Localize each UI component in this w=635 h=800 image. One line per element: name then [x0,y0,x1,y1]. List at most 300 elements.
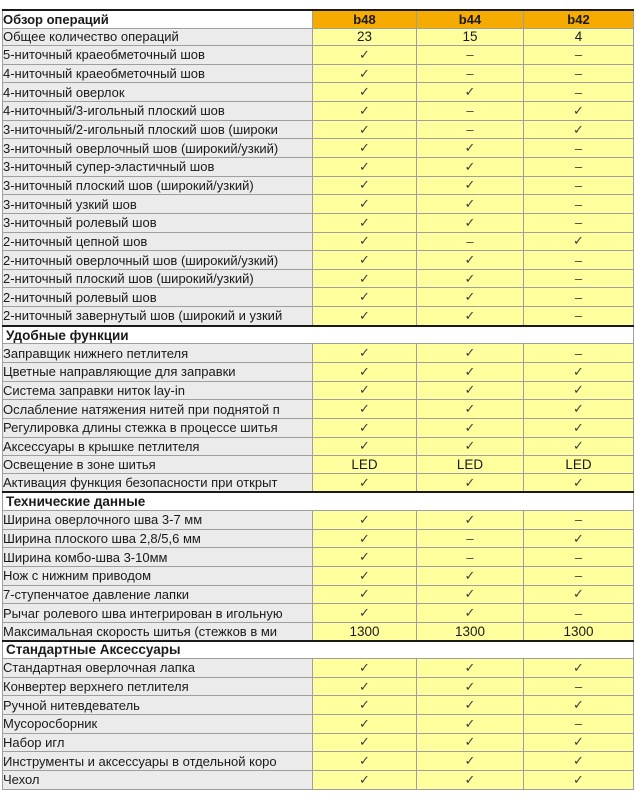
table-row [3,102,634,121]
dash-icon: – [574,66,583,82]
row-label: Регулировка длины стежка в процессе шитья [3,418,313,437]
dash-icon: – [574,605,583,621]
value-cell-b48 [313,677,417,696]
check-icon: ✓ [359,419,370,435]
row-label: Ручной нитевдеватель [3,696,313,715]
table-row [3,251,634,270]
value-cell-b44: 15 [417,28,524,46]
dash-icon: – [574,177,583,193]
table-header-row [3,10,634,28]
value-cell-b44 [417,102,524,121]
value-cell-b42 [524,659,634,678]
table-row [3,344,634,363]
row-label: Нож с нижним приводом [3,566,313,585]
table-row [3,511,634,530]
table-row [3,566,634,585]
value-cell-b44 [417,195,524,214]
check-icon: ✓ [359,46,370,62]
value-cell-b48 [313,437,417,456]
value-cell-b44 [417,46,524,65]
check-icon: ✓ [464,270,476,286]
value-cell-b48 [313,511,417,530]
check-icon: ✓ [573,734,584,750]
value-cell-b44 [417,529,524,548]
value-cell-b44 [417,83,524,102]
dash-icon: – [574,679,583,695]
row-label: Заправщик нижнего петлителя [3,344,313,363]
check-icon: ✓ [464,345,476,361]
table-row [3,363,634,382]
value-cell-b44 [417,418,524,437]
value-cell-b48 [313,251,417,270]
value-cell-b44 [417,139,524,158]
check-icon: ✓ [359,734,370,750]
dash-icon: – [574,84,583,100]
row-label: 3-ниточный плоский шов (широкий/узкий) [3,176,313,195]
value-cell-b44 [417,696,524,715]
check-icon: ✓ [359,84,370,100]
value-cell-b42: LED [524,456,634,474]
check-icon: ✓ [359,474,370,490]
value-cell-b42 [524,83,634,102]
check-icon: ✓ [359,102,370,118]
row-label: Ширина плоского шва 2,8/5,6 мм [3,529,313,548]
value-cell-b44 [417,120,524,139]
check-icon: ✓ [359,659,370,675]
check-icon: ✓ [359,753,370,769]
check-icon: ✓ [359,233,370,249]
value-cell-b48 [313,176,417,195]
value-cell-b48 [313,102,417,121]
value-cell-b42 [524,400,634,419]
value-cell-b44 [417,715,524,734]
table-row [3,418,634,437]
row-label: 3-ниточный узкий шов [3,195,313,214]
check-icon: ✓ [573,121,584,137]
row-label: Ширина комбо-шва 3-10мм [3,548,313,567]
check-icon: ✓ [573,474,584,490]
row-label: Мусоросборник [3,715,313,734]
check-icon: ✓ [464,697,476,713]
value-cell-b48: LED [313,456,417,474]
value-cell-b44 [417,585,524,604]
check-icon: ✓ [359,401,370,417]
value-cell-b42 [524,715,634,734]
check-icon: ✓ [359,530,370,546]
value-cell-b42 [524,232,634,251]
value-cell-b44 [417,288,524,307]
value-cell-b44: LED [417,456,524,474]
table-row [3,120,634,139]
check-icon: ✓ [464,140,476,156]
value-cell-b42 [524,418,634,437]
value-cell-b42 [524,511,634,530]
dash-icon: – [574,716,583,732]
dash-icon: – [574,512,583,528]
check-icon: ✓ [464,363,476,379]
value-cell-b48 [313,418,417,437]
value-cell-b44 [417,473,524,492]
value-cell-b42 [524,585,634,604]
value-cell-b48 [313,120,417,139]
check-icon: ✓ [359,605,370,621]
row-label: 7-ступенчатое давление лапки [3,585,313,604]
table-row [3,46,634,65]
check-icon: ✓ [359,382,370,398]
value-cell-b42 [524,677,634,696]
row-label: 2-ниточный оверлочный шов (широкий/узкий) [3,251,313,270]
row-label: Общее количество операций [3,28,313,46]
table-row [3,213,634,232]
value-cell-b48 [313,733,417,752]
dash-icon: – [574,271,583,287]
value-cell-b42 [524,213,634,232]
dash-icon: – [466,66,474,82]
value-cell-b48 [313,64,417,83]
check-icon: ✓ [359,511,370,527]
value-cell-b48 [313,752,417,771]
check-icon: ✓ [464,753,476,769]
value-cell-b42 [524,344,634,363]
dash-icon: – [574,47,583,63]
check-icon: ✓ [359,771,370,787]
value-cell-b44 [417,770,524,789]
row-label: Ослабление натяжения нитей при поднятой п [3,400,313,419]
value-cell-b42 [524,696,634,715]
value-cell-b42 [524,733,634,752]
table-title: Обзор операций [3,10,313,28]
value-cell-b44 [417,400,524,419]
table-body [3,10,634,790]
row-label: Рычаг ролевого шва интегрирован в игольную [3,604,313,623]
check-icon: ✓ [359,214,370,230]
section-title: Стандартные Аксессуары [3,641,634,659]
value-cell-b44 [417,752,524,771]
value-cell-b48 [313,770,417,789]
dash-icon: – [574,308,583,324]
section-header-row [3,326,634,344]
check-icon: ✓ [464,401,476,417]
check-icon: ✓ [464,382,476,398]
value-cell-b42 [524,770,634,789]
check-icon: ✓ [573,530,584,546]
value-cell-b42 [524,157,634,176]
check-icon: ✓ [573,697,584,713]
value-cell-b42 [524,529,634,548]
dash-icon: – [574,215,583,231]
value-cell-b44 [417,733,524,752]
check-icon: ✓ [359,140,370,156]
table-row [3,83,634,102]
dash-icon: – [466,122,474,138]
dash-icon: – [574,252,583,268]
value-cell-b44 [417,604,524,623]
row-label: Стандартная оверлочная лапка [3,659,313,678]
value-cell-b44 [417,251,524,270]
value-cell-b42 [524,548,634,567]
value-cell-b48 [313,307,417,326]
value-cell-b48 [313,473,417,492]
comparison-table [2,9,634,790]
value-cell-b42 [524,752,634,771]
check-icon: ✓ [359,715,370,731]
table-row [3,139,634,158]
value-cell-b44 [417,659,524,678]
value-cell-b48 [313,195,417,214]
check-icon: ✓ [573,753,584,769]
table-row [3,456,634,474]
dash-icon: – [574,140,583,156]
value-cell-b44 [417,213,524,232]
check-icon: ✓ [573,102,584,118]
check-icon: ✓ [573,419,584,435]
table-row [3,585,634,604]
table-row [3,604,634,623]
value-cell-b44 [417,566,524,585]
value-cell-b48 [313,288,417,307]
value-cell-b42: 1300 [524,622,634,640]
value-cell-b44 [417,548,524,567]
value-cell-b42 [524,307,634,326]
table-row [3,381,634,400]
dash-icon: – [574,568,583,584]
section-title: Технические данные [3,492,634,510]
value-cell-b48 [313,139,417,158]
dash-icon: – [574,196,583,212]
value-cell-b44: 1300 [417,622,524,640]
check-icon: ✓ [464,307,476,323]
check-icon: ✓ [359,196,370,212]
check-icon: ✓ [359,697,370,713]
table-row [3,437,634,456]
table-row [3,733,634,752]
check-icon: ✓ [359,65,370,81]
column-header-b44: b44 [417,10,524,28]
row-label: Цветные направляющие для заправки [3,363,313,382]
table-row [3,307,634,326]
value-cell-b48 [313,344,417,363]
check-icon: ✓ [359,270,370,286]
dash-icon: – [574,345,583,361]
check-icon: ✓ [359,438,370,454]
dash-icon: – [466,233,474,249]
value-cell-b48 [313,566,417,585]
value-cell-b42 [524,437,634,456]
check-icon: ✓ [464,567,476,583]
row-label: Инструменты и аксессуары в отдельной коро [3,752,313,771]
table-row [3,715,634,734]
value-cell-b42 [524,269,634,288]
dash-icon: – [574,549,583,565]
check-icon: ✓ [464,252,476,267]
value-cell-b44 [417,437,524,456]
row-label: 2-ниточный ролевый шов [3,288,313,307]
check-icon: ✓ [464,289,476,305]
value-cell-b48 [313,715,417,734]
row-label: Аксессуары в крышке петлителя [3,437,313,456]
row-label: 3-ниточный оверлочный шов (широкий/узкий) [3,139,313,158]
dash-icon: – [466,549,474,565]
check-icon: ✓ [464,84,476,100]
table-row [3,770,634,789]
section-header-row [3,641,634,659]
row-label: 2-ниточный завернутый шов (широкий и узкий [3,307,313,326]
row-label: 3-ниточный/2-игольный плоский шов (широки [3,120,313,139]
value-cell-b48 [313,232,417,251]
value-cell-b42 [524,566,634,585]
value-cell-b48: 1300 [313,622,417,640]
row-label: 4-ниточный/3-игольный плоский шов [3,102,313,121]
table-row [3,195,634,214]
check-icon: ✓ [359,345,370,361]
check-icon: ✓ [359,678,370,694]
row-label: 3-ниточный ролевый шов [3,213,313,232]
check-icon: ✓ [464,511,476,527]
value-cell-b48 [313,157,417,176]
row-label: Ширина оверлочного шва 3-7 мм [3,511,313,530]
check-icon: ✓ [464,659,476,675]
table-row [3,400,634,419]
row-label: Набор игл [3,733,313,752]
value-cell-b44 [417,157,524,176]
column-header-b48: b48 [313,10,417,28]
check-icon: ✓ [359,567,370,583]
table-row [3,157,634,176]
value-cell-b48 [313,46,417,65]
value-cell-b42 [524,288,634,307]
check-icon: ✓ [573,233,584,249]
check-icon: ✓ [573,438,584,454]
dash-icon: – [466,531,474,547]
value-cell-b48 [313,83,417,102]
value-cell-b48 [313,548,417,567]
check-icon: ✓ [359,307,370,323]
table-row [3,288,634,307]
check-icon: ✓ [464,678,476,694]
dash-icon: – [466,47,474,63]
check-icon: ✓ [573,382,584,398]
row-label: Конвертер верхнего петлителя [3,677,313,696]
check-icon: ✓ [464,586,476,602]
row-label: Чехол [3,770,313,789]
value-cell-b48: 23 [313,28,417,46]
row-label: 2-ниточный цепной шов [3,232,313,251]
check-icon: ✓ [359,252,370,267]
table-row [3,696,634,715]
check-icon: ✓ [573,659,584,675]
value-cell-b44 [417,64,524,83]
value-cell-b42 [524,120,634,139]
check-icon: ✓ [464,214,476,230]
check-icon: ✓ [573,401,584,417]
check-icon: ✓ [464,715,476,731]
check-icon: ✓ [359,549,370,565]
value-cell-b42 [524,102,634,121]
check-icon: ✓ [359,289,370,305]
table-row [3,752,634,771]
check-icon: ✓ [573,586,584,602]
row-label: 4-ниточный краеобметочный шов [3,64,313,83]
value-cell-b44 [417,363,524,382]
row-label: Максимальная скорость шитья (стежков в ми [3,622,313,640]
value-cell-b48 [313,659,417,678]
row-label: 2-ниточный плоский шов (широкий/узкий) [3,269,313,288]
value-cell-b44 [417,344,524,363]
table-row [3,28,634,46]
table-row [3,473,634,492]
value-cell-b48 [313,213,417,232]
value-cell-b44 [417,511,524,530]
section-title: Удобные функции [3,326,634,344]
value-cell-b42 [524,251,634,270]
value-cell-b48 [313,585,417,604]
value-cell-b44 [417,269,524,288]
row-label: Система заправки ниток lay-in [3,381,313,400]
value-cell-b48 [313,696,417,715]
table-row [3,232,634,251]
check-icon: ✓ [464,177,476,193]
check-icon: ✓ [464,605,476,621]
value-cell-b44 [417,381,524,400]
table-row [3,269,634,288]
value-cell-b48 [313,363,417,382]
row-label: 3-ниточный супер-эластичный шов [3,157,313,176]
value-cell-b42 [524,195,634,214]
section-header-row [3,492,634,510]
value-cell-b42 [524,604,634,623]
check-icon: ✓ [464,196,476,212]
table-row [3,659,634,678]
check-icon: ✓ [464,771,476,787]
check-icon: ✓ [464,158,476,174]
table-row [3,529,634,548]
value-cell-b42 [524,363,634,382]
value-cell-b42 [524,139,634,158]
value-cell-b42 [524,64,634,83]
value-cell-b42 [524,473,634,492]
value-cell-b44 [417,232,524,251]
table-row [3,176,634,195]
value-cell-b48 [313,381,417,400]
check-icon: ✓ [359,363,370,379]
check-icon: ✓ [359,158,370,174]
row-label: Активация функция безопасности при открыт [3,473,313,492]
dash-icon: – [574,289,583,305]
check-icon: ✓ [359,586,370,602]
row-label: 5-ниточный краеобметочный шов [3,46,313,65]
check-icon: ✓ [573,363,584,379]
value-cell-b48 [313,400,417,419]
check-icon: ✓ [464,438,476,454]
table-row [3,677,634,696]
value-cell-b44 [417,677,524,696]
check-icon: ✓ [464,419,476,435]
value-cell-b48 [313,604,417,623]
value-cell-b44 [417,176,524,195]
table-row [3,64,634,83]
table-row [3,548,634,567]
row-label: Освещение в зоне шитья [3,456,313,474]
dash-icon: – [466,103,474,119]
check-icon: ✓ [464,474,476,490]
table-row [3,622,634,640]
dash-icon: – [574,159,583,175]
value-cell-b42: 4 [524,28,634,46]
value-cell-b48 [313,269,417,288]
value-cell-b42 [524,46,634,65]
column-header-b42: b42 [524,10,634,28]
value-cell-b42 [524,176,634,195]
